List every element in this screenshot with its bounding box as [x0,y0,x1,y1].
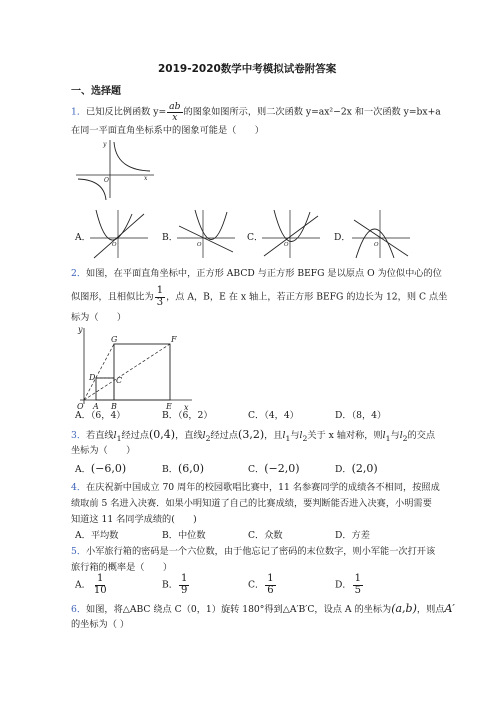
q1-fraction [167,102,182,122]
q3-t2: 经过点 [121,430,149,441]
q1-line1 [71,102,441,122]
q4-option-d[interactable]: D．方差 [335,530,370,541]
q4-text-1: 在庆祝新中国成立 70 周年的校园歌唱比赛中，11 名参赛同学的成绩各不相同，按照成 [86,482,440,493]
q1-text-b: 的图象如图所示，则二次函数 y=ax²−2x 和一次函数 y=bx+a [183,106,441,118]
q5-text-1: 小军旅行箱的密码是一个六位数，由于他忘记了密码的末位数字，则小军能一次打开该 [86,546,436,557]
q5-d-num: 1 [354,573,361,584]
q3-opt-b-label: B． [162,464,178,475]
q3-option-c[interactable] [248,462,300,476]
q1-x-label: x [144,175,148,182]
q1-line2: 在同一平面直角坐标系中的图象可能是（ ） [71,125,264,136]
q1-option-c[interactable]: C． [247,232,264,243]
q2-line2 [71,286,447,308]
q2-f-label: F [171,335,177,344]
q5-option-c[interactable] [248,574,277,596]
q6-point-a: (a,b) [391,602,417,615]
q3-opt-d-label: D． [335,464,352,475]
q2-line3: 标为（ ） [71,312,127,323]
q5-opt-d-frac [353,574,363,596]
q3-point1: (0,4) [149,428,176,441]
q5-opt-c-label: C． [248,579,265,591]
q2-option-d[interactable]: D．（8，4） [335,410,387,421]
q5-opt-b-frac [179,574,189,596]
q3-opt-d-value: (2,0) [351,462,378,475]
q3-l1c: l [382,430,386,441]
qa-o: O [112,242,117,248]
q3-l2c-sub: 2 [402,433,408,443]
q4-option-c[interactable]: C．众数 [248,530,283,541]
q3-t8: 与 [390,430,400,441]
q2-a-label: A [93,402,99,411]
q3-opt-c-value: (−2,0) [264,462,300,475]
q3-l2: l [202,430,206,441]
q2-e-label: E [166,402,172,411]
q5-number: 5． [71,546,87,557]
q5-c-num: 1 [267,573,274,584]
q3-t7: 关于 x 轴对称，则 [307,430,383,441]
q2-text-2b: ，点 A，B，E 在 x 轴上，若正方形 BEFG 的边长为 12，则 C 点坐 [166,291,448,303]
q3-t3: ，直线 [175,430,203,441]
q3-l1b-sub: 1 [285,433,291,443]
q3-l2b: l [299,430,303,441]
q3-l2b-sub: 2 [302,433,308,443]
q1-number: 1． [71,106,87,118]
q5-c-den: 6 [267,584,274,596]
q2-number: 2． [71,268,87,279]
q3-t4: 经过点 [210,430,239,441]
q2-o-label: O [77,402,84,411]
q6-a-prime: A′ [444,602,455,615]
q3-opt-a-label: A． [75,464,91,475]
q5-a-den: 10 [93,584,107,596]
q1-text-a: 已知反比例函数 y= [86,106,167,118]
q3-line2: 坐标为（ ） [71,445,136,456]
q3-l2c: l [399,430,403,441]
q3-point2: (3,2) [238,428,265,441]
q5-opt-a-frac [92,574,109,596]
q5-a-num: 1 [97,573,104,584]
q1-hyperbola-figure [76,140,156,200]
q5-opt-d-label: D． [335,579,352,591]
q4-line3: 知道这 11 名同学成绩的( ) [71,514,197,525]
q3-t1: 若直线 [86,430,114,441]
q3-option-a[interactable] [75,462,126,476]
q3-l1-sub: 1 [116,433,122,443]
q1-option-a[interactable]: A． [75,232,91,243]
q3-opt-c-label: C． [248,464,265,475]
q5-opt-a-label: A． [75,579,91,591]
q5-line2: 旅行箱的概率是（ ） [71,562,173,573]
qb-o: O [197,242,202,248]
q5-b-den: 9 [180,584,188,596]
q2-text-1: 如图，在平面直角坐标中，正方形 ABCD 与正方形 BEFG 是以原点 O 为位似中心的位 [86,268,442,279]
q1-frac-num: ab [169,101,181,112]
q5-opt-c-frac [265,574,275,596]
q2-g-label: G [111,335,118,344]
q2-option-c[interactable]: C．（4，4） [248,410,299,421]
q1-option-d-graph [350,208,412,260]
q4-line1 [71,482,440,494]
q3-l1c-sub: 1 [385,433,391,443]
q5-opt-b-label: B． [162,579,178,591]
q6-number: 6． [71,604,87,615]
q1-frac-den: x [172,111,178,123]
q1-option-a-graph [88,208,150,260]
q1-option-d[interactable]: D． [334,232,351,243]
q3-l1: l [113,430,117,441]
q1-y-label: y [103,141,107,148]
q1-option-c-graph [260,208,322,260]
qd-o: O [374,242,379,248]
q6-text-a: 如图，将△ABC 绕点 C（0，1）旋转 180°得到△A′B′C，设点 A 的坐标为 [86,604,392,615]
q4-option-b[interactable]: B．中位数 [162,530,206,541]
q1-o-label: O [104,177,109,184]
q4-line2: 绩取前 5 名进入决赛．如果小明知道了自己的比赛成绩，要判断能否进入决赛，小明需要 [71,498,432,509]
q1-option-b[interactable]: B． [162,232,178,243]
q5-option-d[interactable] [335,574,364,596]
q3-opt-b-value: (6,0) [177,462,205,475]
q2-option-a[interactable]: A．（6，4） [75,410,126,421]
q2-d-label: D [89,373,96,382]
q3-l2-sub: 2 [205,433,211,443]
q3-t5: ，且 [264,430,283,441]
page-title: 2019-2020数学中考模拟试卷附答案 [158,63,337,75]
q4-number: 4． [71,482,87,493]
q3-l1b: l [282,430,286,441]
q3-option-b[interactable] [162,462,204,476]
q2-frac-den: 3 [156,296,164,308]
q2-squares-figure [76,325,196,412]
q2-y-label: y [78,325,83,334]
q3-number: 3． [71,430,87,441]
q2-frac-num: 1 [156,285,164,296]
q3-t9: 的交点 [407,430,436,441]
q5-option-b[interactable] [162,574,190,596]
q2-ratio-fraction [155,286,165,308]
q2-text-2a: 似图形，且相似比为 [71,291,154,303]
q5-option-a[interactable] [75,574,110,596]
q5-line1 [71,546,435,558]
q6-text-b: ，则点 [416,604,445,615]
q2-line1 [71,268,442,280]
q3-t6: 与 [290,430,300,441]
q4-option-a[interactable]: A．平均数 [75,530,119,541]
q2-c-label: C [116,376,123,385]
section-heading: 一、选择题 [71,86,121,97]
qc-o: O [284,242,289,248]
q3-option-d[interactable] [335,462,378,476]
q6-line1 [71,602,455,616]
q2-b-label: B [111,402,117,411]
q5-b-num: 1 [180,573,188,584]
q2-x-label: x [184,403,189,412]
q1-option-b-graph [175,208,237,260]
q5-d-den: 5 [354,584,361,596]
q3-opt-a-value: (−6,0) [90,462,127,475]
q3-line1 [71,428,435,443]
q6-line2: 的坐标为（ ） [71,619,130,630]
q2-option-b[interactable]: B．（6，2） [162,410,213,421]
